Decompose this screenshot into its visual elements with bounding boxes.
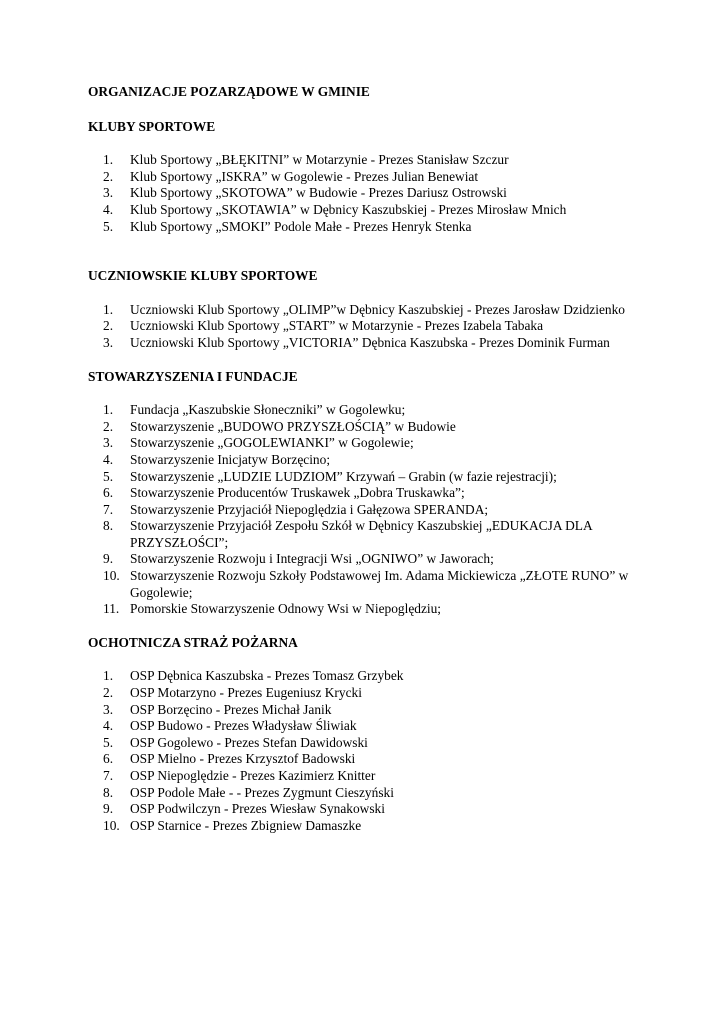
- list-item: [88, 568, 678, 601]
- item-number: 2.: [103, 685, 114, 701]
- list-item: [88, 518, 678, 551]
- item-number: 7.: [103, 501, 114, 517]
- item-text: Klub Sportowy „SMOKI” Podole Małe - Prezes Henryk Stenka: [130, 218, 472, 234]
- item-text: Uczniowski Klub Sportowy „START” w Motarzynie - Prezes Izabela Tabaka: [130, 318, 544, 334]
- list-item: [88, 601, 678, 618]
- document-page: [88, 84, 678, 834]
- item-number: 6.: [103, 751, 114, 767]
- list-item: [88, 185, 678, 202]
- list-item: [88, 751, 678, 768]
- item-text: Stowarzyszenie Producentów Truskawek „Dobra Truskawka”;: [130, 485, 465, 501]
- section-heading-fire-brigade: OCHOTNICZA STRAŻ POŻARNA: [88, 634, 298, 650]
- list-item: [88, 818, 678, 835]
- item-number: 2.: [103, 418, 114, 434]
- item-text: Klub Sportowy „BŁĘKITNI” w Motarzynie - Prezes Stanisław Szczur: [130, 152, 509, 168]
- item-text: OSP Budowo - Prezes Władysław Śliwiak: [130, 718, 357, 734]
- list-item: [88, 469, 678, 486]
- list-item: [88, 152, 678, 169]
- item-text: Stowarzyszenie Inicjatyw Borzęcino;: [130, 451, 331, 467]
- list-item: [88, 202, 678, 219]
- item-number: 1.: [103, 152, 114, 168]
- list-item: [88, 551, 678, 568]
- item-number: 8.: [103, 784, 114, 800]
- item-text: Uczniowski Klub Sportowy „VICTORIA” Dębnica Kaszubska - Prezes Dominik Furman: [130, 334, 610, 350]
- list-item: [88, 785, 678, 802]
- item-text: OSP Podwilczyn - Prezes Wiesław Synakowski: [130, 801, 385, 817]
- section-heading-sports-clubs: KLUBY SPORTOWE: [88, 118, 216, 134]
- list-item: [88, 735, 678, 752]
- item-number: 3.: [103, 185, 114, 201]
- item-text: Uczniowski Klub Sportowy „OLIMP”w Dębnicy Kaszubskiej - Prezes Jarosław Dzidzienko: [130, 301, 625, 317]
- list-item: [88, 452, 678, 469]
- item-number: 9.: [103, 801, 114, 817]
- item-text: Klub Sportowy „SKOTAWIA” w Dębnicy Kaszubskiej - Prezes Mirosław Mnich: [130, 201, 567, 217]
- item-number: 6.: [103, 485, 114, 501]
- list-item: [88, 435, 678, 452]
- item-number: 5.: [103, 218, 114, 234]
- list-item: [88, 801, 678, 818]
- list-item: [88, 702, 678, 719]
- item-number: 9.: [103, 551, 114, 567]
- item-text: Stowarzyszenie „GOGOLEWIANKI” w Gogolewie;: [130, 435, 414, 451]
- spacer: [88, 235, 678, 268]
- list-item: [88, 502, 678, 519]
- list-item: [88, 219, 678, 236]
- item-number: 2.: [103, 168, 114, 184]
- item-text: Klub Sportowy „ISKRA” w Gogolewie - Prezes Julian Benewiat: [130, 168, 479, 184]
- list-item: [88, 685, 678, 702]
- item-number: 3.: [103, 334, 114, 350]
- item-text: Stowarzyszenie „LUDZIE LUDZIOM” Krzywań – Grabin (w fazie rejestracji);: [130, 468, 557, 484]
- item-number: 11.: [103, 601, 120, 617]
- section-heading-student-sports-clubs: UCZNIOWSKIE KLUBY SPORTOWE: [88, 268, 318, 284]
- spacer: [88, 618, 678, 635]
- list-item: [88, 318, 678, 335]
- item-number: 8.: [103, 518, 114, 534]
- item-number: 4.: [103, 718, 114, 734]
- item-number: 1.: [103, 301, 114, 317]
- item-text: OSP Borzęcino - Prezes Michał Janik: [130, 701, 332, 717]
- item-text: OSP Mielno - Prezes Krzysztof Badowski: [130, 751, 356, 767]
- item-number: 4.: [103, 451, 114, 467]
- spacer: [88, 352, 678, 369]
- item-number: 4.: [103, 201, 114, 217]
- item-number: 1.: [103, 668, 114, 684]
- item-text: OSP Niepoględzie - Prezes Kazimierz Knitter: [130, 768, 376, 783]
- item-text: Stowarzyszenie Przyjaciół Zespołu Szkół w Dębnicy Kaszubskiej „EDUKACJA DLA PRZYSZŁOŚCI”;: [130, 518, 592, 550]
- list-item: [88, 768, 678, 785]
- item-text: Stowarzyszenie Rozwoju Szkoły Podstawowej Im. Adama Mickiewicza „ZŁOTE RUNO” w Gogolewie;: [130, 568, 629, 600]
- list-item: [88, 718, 678, 735]
- list-item: [88, 302, 678, 319]
- item-number: 1.: [103, 402, 114, 418]
- item-text: Klub Sportowy „SKOTOWA” w Budowie - Prezes Dariusz Ostrowski: [130, 185, 507, 201]
- associations-list: [88, 402, 678, 618]
- list-item: [88, 169, 678, 186]
- item-number: 3.: [103, 701, 114, 717]
- item-number: 3.: [103, 435, 114, 451]
- student-sports-clubs-list: [88, 302, 678, 352]
- list-item: [88, 402, 678, 419]
- item-number: 5.: [103, 468, 114, 484]
- sports-clubs-list: [88, 152, 678, 235]
- item-number: 7.: [103, 768, 114, 783]
- item-text: OSP Starnice - Prezes Zbigniew Damaszke: [130, 817, 362, 833]
- page-title: ORGANIZACJE POZARZĄDOWE W GMINIE: [88, 84, 370, 99]
- item-text: OSP Dębnica Kaszubska - Prezes Tomasz Grzybek: [130, 668, 404, 684]
- item-number: 5.: [103, 734, 114, 750]
- item-text: Stowarzyszenie „BUDOWO PRZYSZŁOŚCIĄ” w Budowie: [130, 418, 456, 434]
- item-text: OSP Motarzyno - Prezes Eugeniusz Krycki: [130, 685, 362, 701]
- item-text: OSP Gogolewo - Prezes Stefan Dawidowski: [130, 734, 368, 750]
- item-number: 10.: [103, 568, 120, 584]
- item-text: Stowarzyszenie Rozwoju i Integracji Wsi „OGNIWO” w Jaworach;: [130, 551, 494, 567]
- item-text: Pomorskie Stowarzyszenie Odnowy Wsi w Niepoględziu;: [130, 601, 442, 617]
- item-number: 10.: [103, 817, 120, 833]
- list-item: [88, 668, 678, 685]
- list-item: [88, 419, 678, 436]
- item-number: 2.: [103, 318, 114, 334]
- fire-brigade-list: [88, 668, 678, 834]
- item-text: Stowarzyszenie Przyjaciół Niepoględzia i Gałęzowa SPERANDA;: [130, 501, 489, 517]
- section-heading-associations: STOWARZYSZENIA I FUNDACJE: [88, 368, 298, 384]
- list-item: [88, 335, 678, 352]
- list-item: [88, 485, 678, 502]
- item-text: OSP Podole Małe - - Prezes Zygmunt Cieszyński: [130, 784, 394, 800]
- item-text: Fundacja „Kaszubskie Słoneczniki” w Gogolewku;: [130, 402, 406, 418]
